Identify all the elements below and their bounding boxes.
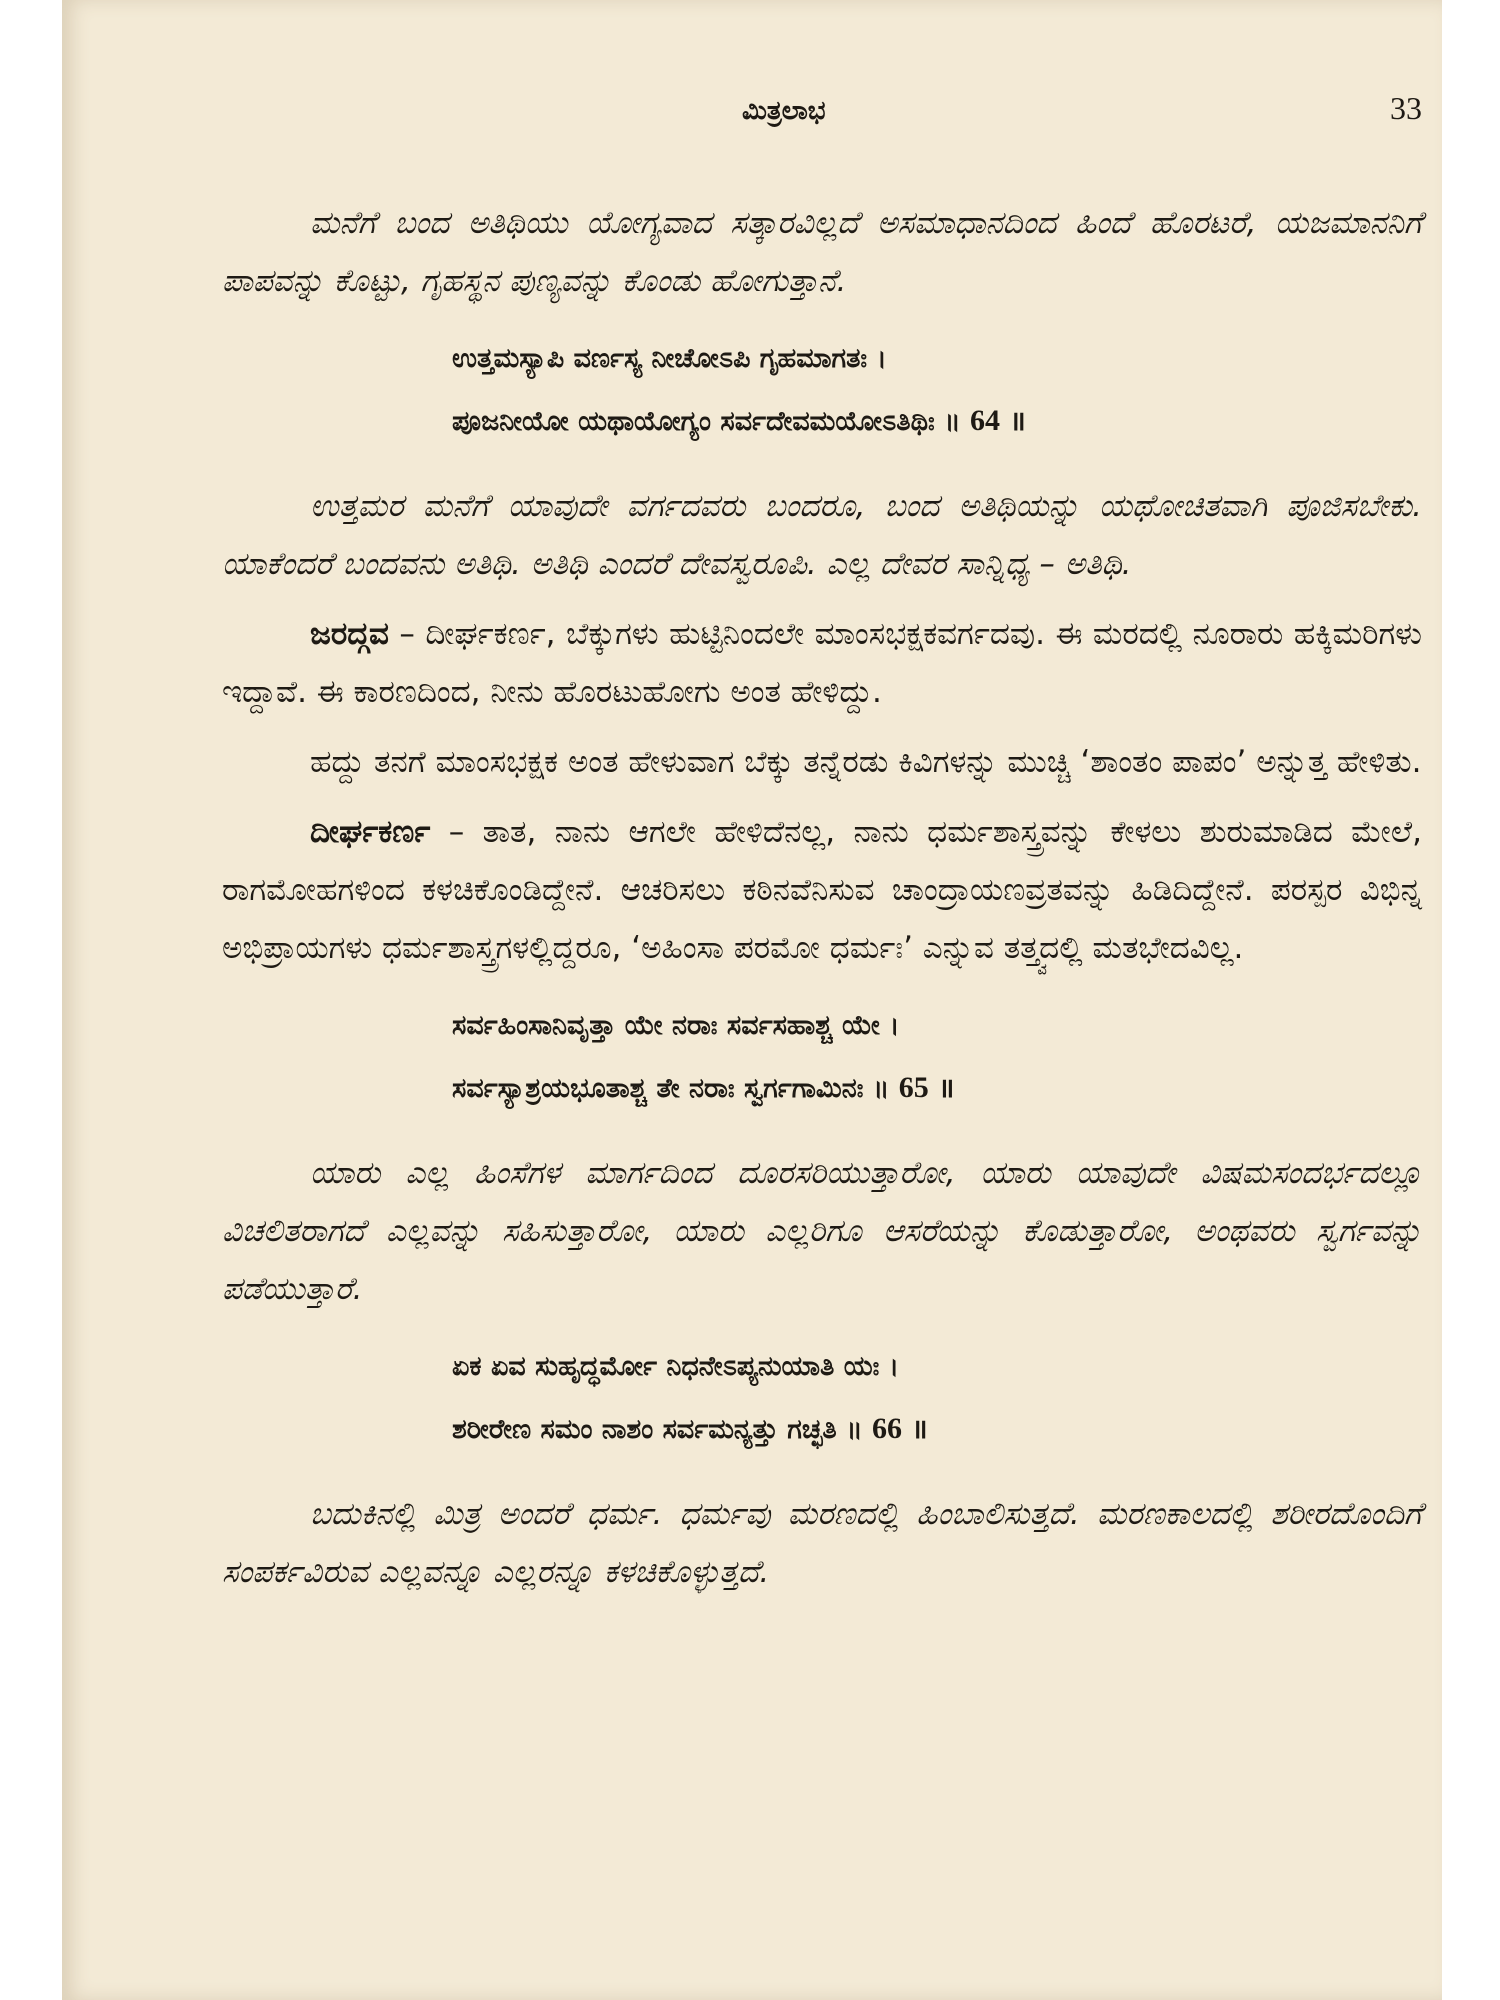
book-page — [62, 0, 1442, 2000]
verse-end-mark: ॥ — [938, 1073, 955, 1104]
page-content — [222, 90, 1422, 1613]
speaker-name: ಜರದ್ಗವ — [310, 616, 389, 652]
verse-line — [452, 1057, 1422, 1120]
dialogue-text: – ದೀರ್ಘಕರ್ಣ, ಬೆಕ್ಕುಗಳು ಹುಟ್ಟಿನಿಂದಲೇ ಮಾಂಸಭಕ್ಷಕವರ್ಗದವು. ಈ ಮರದಲ್ಲಿ ನೂರಾರು ಹಕ್ಕಿಮರಿಗಳು ಇದ್ದಾವೆ. ಈ ಕಾರಣದಿಂದ, ನೀನು ಹೊರಟುಹೋಗು ಅಂತ ಹೇಳಿದ್ದು. — [222, 616, 1422, 710]
sanskrit-verse — [222, 1336, 1422, 1461]
verse-end-mark: ॥ — [911, 1414, 928, 1445]
commentary-paragraph: ಯಾರು ಎಲ್ಲ ಹಿಂಸೆಗಳ ಮಾರ್ಗದಿಂದ ದೂರಸರಿಯುತ್ತಾರೋ, ಯಾರು ಯಾವುದೇ ವಿಷಮಸಂದರ್ಭದಲ್ಲೂ ವಿಚಲಿತರಾಗದೆ ಎಲ್ಲವನ್ನು ಸಹಿಸುತ್ತಾರೋ, ಯಾರು ಎಲ್ಲರಿಗೂ ಆಸರೆಯನ್ನು ಕೊಡುತ್ತಾರೋ, ಅಂಥವರು ಸ್ವರ್ಗವನ್ನು ಪಡೆಯುತ್ತಾರೆ. — [222, 1155, 1422, 1307]
verse-text: ಪೂಜನೀಯೋ ಯಥಾಯೋಗ್ಯಂ ಸರ್ವದೇವಮಯೋಽತಿಥಿಃ ॥ — [452, 406, 961, 437]
commentary-paragraph: ಉತ್ತಮರ ಮನೆಗೆ ಯಾವುದೇ ವರ್ಗದವರು ಬಂದರೂ, ಬಂದ ಅತಿಥಿಯನ್ನು ಯಥೋಚಿತವಾಗಿ ಪೂಜಿಸಬೇಕು. ಯಾಕೆಂದರೆ ಬಂದವನು ಅತಿಥಿ. ಅತಿಥಿ ಎಂದರೆ ದೇವಸ್ವರೂಪಿ. ಎಲ್ಲ ದೇವರ ಸಾನ್ನಿಧ್ಯ – ಅತಿಥಿ. — [222, 488, 1422, 582]
dialogue-text: – ತಾತ, ನಾನು ಆಗಲೇ ಹೇಳಿದೆನಲ್ಲ, ನಾನು ಧರ್ಮಶಾಸ್ತ್ರವನ್ನು ಕೇಳಲು ಶುರುಮಾಡಿದ ಮೇಲೆ, ರಾಗಮೋಹಗಳಿಂದ ಕಳಚಿಕೊಂಡಿದ್ದೇನೆ. ಆಚರಿಸಲು ಕಠಿನವೆನಿಸುವ ಚಾಂದ್ರಾಯಣವ್ರತವನ್ನು ಹಿಡಿದಿದ್ದೇನೆ. ಪರಸ್ಪರ ವಿಭಿನ್ನ ಅಭಿಪ್ರಾಯಗಳು ಧರ್ಮಶಾಸ್ತ್ರಗಳಲ್ಲಿದ್ದರೂ, ‘ಅಹಿಂಸಾ ಪರಮೋ ಧರ್ಮಃ’ ಎನ್ನುವ ತತ್ತ್ವದಲ್ಲಿ ಮತಭೇದವಿಲ್ಲ. — [222, 814, 1422, 966]
sanskrit-verse — [222, 328, 1422, 453]
verse-text: ಶರೀರೇಣ ಸಮಂ ನಾಶಂ ಸರ್ವಮನ್ಯತ್ತು ಗಚ್ಛತಿ ॥ — [452, 1414, 863, 1445]
verse-number: 64 — [970, 404, 1001, 437]
verse-line: ಏಕ ಏವ ಸುಹೃದ್ಧರ್ಮೋ ನಿಧನೇಽಪ್ಯನುಯಾತಿ ಯಃ । — [452, 1351, 900, 1382]
commentary-paragraph: ಬದುಕಿನಲ್ಲಿ ಮಿತ್ರ ಅಂದರೆ ಧರ್ಮ. ಧರ್ಮವು ಮರಣದಲ್ಲಿ ಹಿಂಬಾಲಿಸುತ್ತದೆ. ಮರಣಕಾಲದಲ್ಲಿ ಶರೀರದೊಂದಿಗೆ ಸಂಪರ್ಕವಿರುವ ಎಲ್ಲವನ್ನೂ ಎಲ್ಲರನ್ನೂ ಕಳಚಿಕೊಳ್ಳುತ್ತದೆ. — [222, 1496, 1422, 1590]
verse-line — [452, 390, 1422, 453]
dialogue-paragraph — [222, 803, 1422, 977]
sanskrit-verse — [222, 995, 1422, 1120]
speaker-name: ದೀರ್ಘಕರ್ಣ — [310, 814, 431, 850]
verse-text: ಸರ್ವಸ್ಯಾಶ್ರಯಭೂತಾಶ್ಚ ತೇ ನರಾಃ ಸ್ವರ್ಗಗಾಮಿನಃ ॥ — [452, 1073, 890, 1104]
dialogue-paragraph — [222, 605, 1422, 721]
verse-end-mark: ॥ — [1009, 406, 1026, 437]
page-number: 33 — [1390, 90, 1422, 126]
running-title: ಮಿತ್ರಲಾಭ — [742, 96, 826, 126]
page-header — [222, 90, 1422, 142]
verse-line — [452, 1398, 1422, 1461]
commentary-paragraph: ಮನೆಗೆ ಬಂದ ಅತಿಥಿಯು ಯೋಗ್ಯವಾದ ಸತ್ಕಾರವಿಲ್ಲದೆ ಅಸಮಾಧಾನದಿಂದ ಹಿಂದೆ ಹೊರಟರೆ, ಯಜಮಾನನಿಗೆ ಪಾಪವನ್ನು ಕೊಟ್ಟು, ಗೃಹಸ್ಥನ ಪುಣ್ಯವನ್ನು ಕೊಂಡು ಹೋಗುತ್ತಾನೆ. — [222, 205, 1422, 299]
narrative-paragraph: ಹದ್ದು ತನಗೆ ಮಾಂಸಭಕ್ಷಕ ಅಂತ ಹೇಳುವಾಗ ಬೆಕ್ಕು ತನ್ನೆರಡು ಕಿವಿಗಳನ್ನು ಮುಚ್ಚಿ ‘ಶಾಂತಂ ಪಾಪಂ’ ಅನ್ನುತ್ತ ಹೇಳಿತು. — [310, 744, 1422, 780]
verse-line: ಸರ್ವಹಿಂಸಾನಿವೃತ್ತಾ ಯೇ ನರಾಃ ಸರ್ವಸಹಾಶ್ಚ ಯೇ । — [452, 1010, 900, 1041]
verse-number: 66 — [871, 1412, 902, 1445]
verse-number: 65 — [898, 1071, 929, 1104]
verse-line: ಉತ್ತಮಸ್ಯಾಪಿ ವರ್ಣಸ್ಯ ನೀಚೋಽಪಿ ಗೃಹಮಾಗತಃ । — [452, 343, 887, 374]
